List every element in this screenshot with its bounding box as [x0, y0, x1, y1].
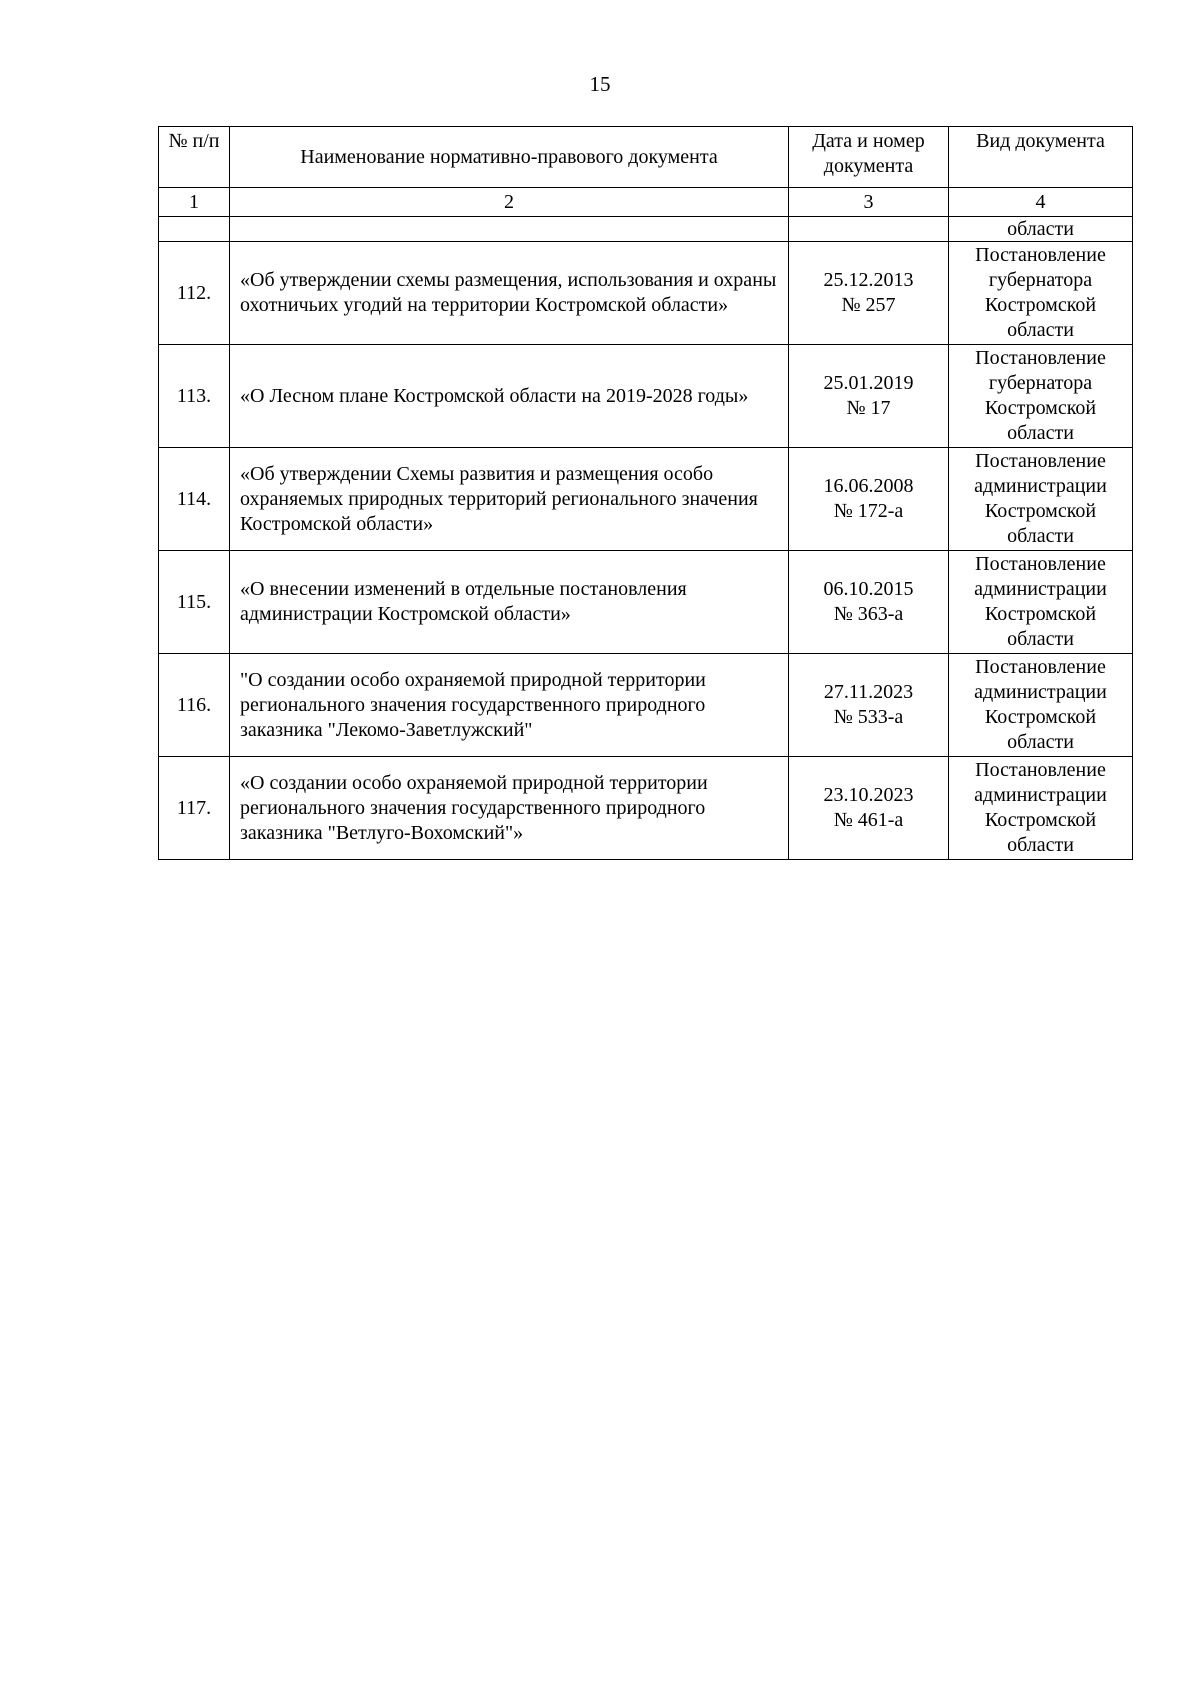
document-number: № 363-а — [833, 603, 904, 625]
document-date: 23.10.2023 — [823, 784, 914, 806]
continuation-cell-empty — [789, 217, 949, 242]
table-row — [159, 345, 1133, 448]
row-number: 112. — [159, 242, 230, 345]
document-date-number — [789, 242, 949, 345]
row-number: 114. — [159, 448, 230, 551]
document-type: Постановление губернатора Костромской области — [949, 242, 1133, 345]
document-type: Постановление администрации Костромской области — [949, 551, 1133, 654]
header-document-type: Вид документа — [949, 127, 1133, 188]
document-date: 16.06.2008 — [823, 475, 914, 497]
continuation-row — [159, 217, 1133, 242]
continuation-type: области — [949, 217, 1133, 242]
continuation-cell-empty — [159, 217, 230, 242]
header-document-name: Наименование нормативно-правового документа — [230, 127, 789, 188]
document-date-number — [789, 551, 949, 654]
document-type: Постановление губернатора Костромской области — [949, 345, 1133, 448]
document-name: «О Лесном плане Костромской области на 2019-2028 годы» — [230, 345, 789, 448]
column-number: 1 — [159, 188, 230, 217]
document-name: «Об утверждении схемы размещения, использования и охраны охотничьих угодий на территории Костромской области» — [230, 242, 789, 345]
document-date-number — [789, 345, 949, 448]
document-name: "О создании особо охраняемой природной территории регионального значения государственного природного заказника "Лекомо-Заветлужский" — [230, 654, 789, 757]
document-date-number — [789, 654, 949, 757]
document-date: 25.12.2013 — [823, 269, 914, 291]
column-number: 3 — [789, 188, 949, 217]
document-date: 06.10.2015 — [823, 578, 914, 600]
document-date-number — [789, 448, 949, 551]
row-number: 117. — [159, 757, 230, 860]
table-row — [159, 551, 1133, 654]
document-type: Постановление администрации Костромской области — [949, 448, 1133, 551]
document-type: Постановление администрации Костромской области — [949, 757, 1133, 860]
document-date: 25.01.2019 — [823, 372, 914, 394]
column-number: 4 — [949, 188, 1133, 217]
documents-table — [158, 126, 1133, 860]
table-row — [159, 654, 1133, 757]
column-number: 2 — [230, 188, 789, 217]
document-number: № 461-а — [833, 809, 904, 831]
header-number: № п/п — [159, 127, 230, 188]
header-date-number: Дата и номер документа — [789, 127, 949, 188]
document-number: № 257 — [841, 294, 896, 316]
document-number: № 533-а — [833, 706, 904, 728]
document-type: Постановление администрации Костромской области — [949, 654, 1133, 757]
document-number: № 172-а — [833, 500, 904, 522]
table-row — [159, 757, 1133, 860]
table-row — [159, 448, 1133, 551]
document-date: 27.11.2023 — [823, 681, 914, 703]
table-row — [159, 242, 1133, 345]
continuation-cell-empty — [230, 217, 789, 242]
page-number: 15 — [589, 72, 611, 96]
document-date-number — [789, 757, 949, 860]
document-name: «О создании особо охраняемой природной территории регионального значения государственного природного заказника "Ветлуго-Вохомский"» — [230, 757, 789, 860]
document-number: № 17 — [846, 397, 891, 419]
table-header-row — [159, 127, 1133, 188]
row-number: 116. — [159, 654, 230, 757]
document-name: «О внесении изменений в отдельные постановления администрации Костромской области» — [230, 551, 789, 654]
row-number: 115. — [159, 551, 230, 654]
row-number: 113. — [159, 345, 230, 448]
column-numbers-row — [159, 188, 1133, 217]
document-name: «Об утверждении Схемы развития и размещения особо охраняемых природных территорий регионального значения Костромской области» — [230, 448, 789, 551]
